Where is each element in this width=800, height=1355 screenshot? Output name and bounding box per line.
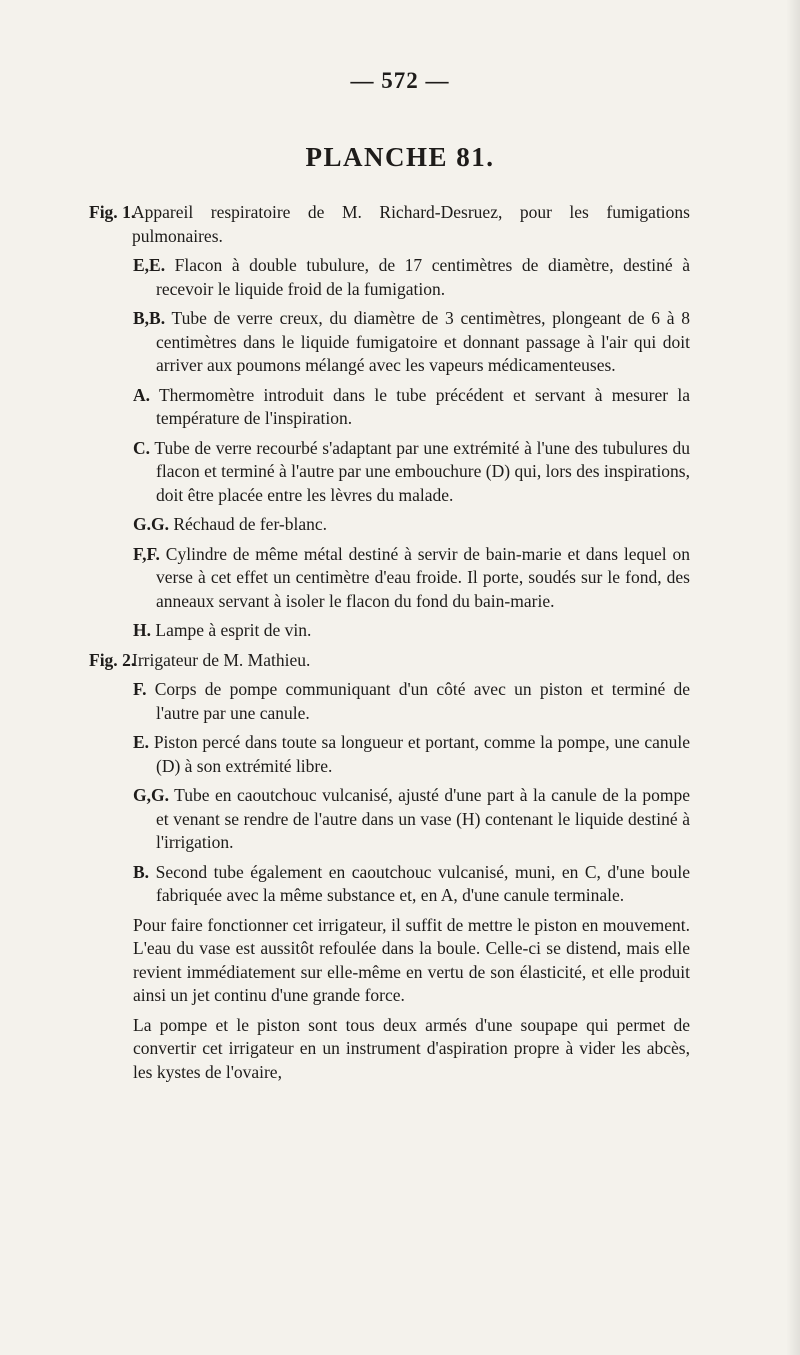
paragraph: La pompe et le piston sont tous deux armés d'une soupape qui permet de convertir cet irrigateur en un instrument d'aspiration propre à vider les abcès, les kystes de l'ovaire, <box>133 1014 690 1082</box>
page-edge-shadow <box>786 0 800 1355</box>
legend-entry: G.G. Réchaud de fer-blanc. <box>133 514 328 534</box>
legend-entry: G,G. Tube en caoutchouc vulcanisé, ajusté d'une part à la canule de la pompe et venant se rendre de l'autre dans un vase (H) contenant le liquide destiné à l'irrigation. <box>133 785 690 852</box>
figure-2-block <box>89 649 691 1085</box>
figure-1-block <box>89 201 691 643</box>
legend-entry: E. Piston percé dans toute sa longueur et portant, comme la pompe, une canule (D) à son extrémité libre. <box>133 732 691 776</box>
figure-1-title: Appareil respiratoire de M. Richard-Desruez, pour les fumigations pulmonaires. <box>132 202 690 246</box>
figure-1-heading <box>89 201 690 248</box>
figure-2-label: Fig. 2. <box>89 649 136 670</box>
legend-entry: A. Thermomètre introduit dans le tube précédent et servant à mesurer la température de l'inspiration. <box>133 384 691 428</box>
paragraph: Pour faire fonctionner cet irrigateur, il suffit de mettre le piston en mouvement. L'eau du vase est aussitôt refoulée dans la boule. Celle-ci se distend, mais elle revient immédiatement sur elle-même en vertu de son élasticité, et elle produit ainsi un jet continu d'une grande force. <box>133 914 690 1005</box>
figure-2-heading <box>89 649 690 673</box>
plate-title: PLANCHE 81. <box>305 142 495 172</box>
legend-entry: B,B. Tube de verre creux, du diamètre de 3 centimètres, plongeant de 6 à 8 centimètres dans le liquide fumigatoire et donnant passage à l'air qui doit arriver aux poumons mélangé avec les vapeurs médicamenteuses. <box>133 308 691 375</box>
figure-2-title: Irrigateur de M. Mathieu. <box>132 649 311 670</box>
legend-entry: E,E. Flacon à double tubulure, de 17 centimètres de diamètre, destiné à recevoir le liquide froid de la fumigation. <box>133 255 691 299</box>
legend-entry: C. Tube de verre recourbé s'adaptant par une extrémité à l'une des tubulures du flacon et terminé à l'autre par une embouchure (D) qui, lors des inspirations, doit être placée entre les lèvres du malade. <box>133 437 690 505</box>
page-number: — 572 — <box>350 68 450 93</box>
legend-entry: F,F. Cylindre de même métal destiné à servir de bain-marie et dans lequel on verse à cet effet un centimètre d'eau froide. Il porte, soudés sur le fond, des anneaux servant à isoler le flacon du fond du bain-marie. <box>133 543 690 611</box>
legend-entry: H. Lampe à esprit de vin. <box>133 620 312 640</box>
legend-entry: F. Corps de pompe communiquant d'un côté avec un piston et terminé de l'autre par une canule. <box>133 679 691 723</box>
legend-entry: B. Second tube également en caoutchouc vulcanisé, muni, en C, d'une boule fabriquée avec la même substance et, en A, d'une canule terminale. <box>133 861 690 905</box>
figure-1-label: Fig. 1. <box>89 202 136 222</box>
body-text <box>89 195 691 1084</box>
